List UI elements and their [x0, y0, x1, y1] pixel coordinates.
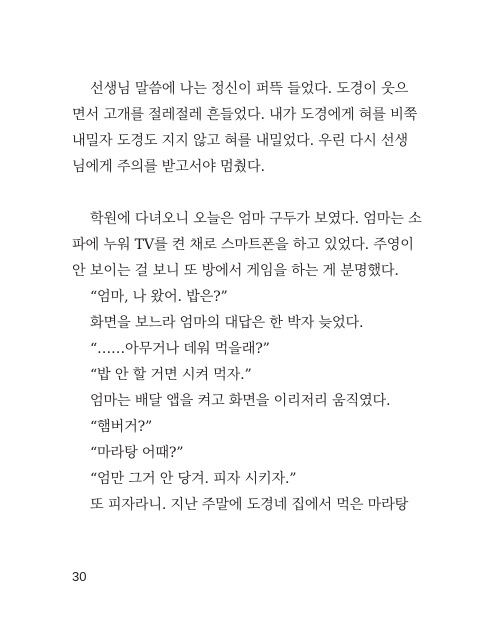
paragraph-3 — [72, 284, 434, 310]
text-line: 파에 누워 TV를 켠 채로 스마트폰을 하고 있었다. 주영이 — [72, 237, 414, 253]
paragraph-10 — [72, 466, 434, 492]
paragraph-8 — [72, 414, 434, 440]
dialogue-line: “엄마, 나 왔어. 밥은?” — [90, 289, 228, 305]
text-line: 면서 고개를 절레절레 흔들었다. 내가 도경에게 혀를 비쭉 — [72, 107, 418, 123]
dialogue-line: “엄만 그거 안 당겨. 피자 시키자.” — [90, 471, 297, 487]
dialogue-line: “밥 안 할 거면 시켜 먹자.” — [90, 367, 252, 383]
text-line: 님에게 주의를 받고서야 멈췄다. — [72, 159, 265, 175]
text-line: 내밀자 도경도 지지 않고 혀를 내밀었다. 우린 다시 선생 — [72, 133, 408, 149]
paragraph-6 — [72, 362, 434, 388]
paragraph-2 — [72, 206, 434, 284]
dialogue-line: “……아무거나 데워 먹을래?” — [90, 341, 270, 357]
scene-break — [72, 180, 434, 206]
paragraph-11 — [72, 492, 434, 518]
text-line: 안 보이는 걸 보니 또 방에서 게임을 하는 게 분명했다. — [72, 263, 399, 279]
body-text — [72, 76, 434, 518]
text-line: 학원에 다녀오니 오늘은 엄마 구두가 보였다. 엄마는 소 — [90, 211, 422, 227]
paragraph-4 — [72, 310, 434, 336]
text-line: 또 피자라니. 지난 주말에 도경네 집에서 먹은 마라탕 — [90, 497, 409, 513]
paragraph-5 — [72, 336, 434, 362]
text-line: 엄마는 배달 앱을 켜고 화면을 이리저리 움직였다. — [90, 393, 391, 409]
paragraph-9 — [72, 440, 434, 466]
paragraph-7 — [72, 388, 434, 414]
page-number: 30 — [72, 569, 87, 584]
dialogue-line: “햄버거?” — [90, 419, 153, 435]
paragraph-1 — [72, 76, 434, 180]
text-line: 화면을 보느라 엄마의 대답은 한 박자 늦었다. — [90, 315, 364, 331]
text-line: 선생님 말씀에 나는 정신이 퍼뜩 들었다. 도경이 웃으 — [90, 81, 409, 97]
dialogue-line: “마라탕 어때?” — [90, 445, 184, 461]
